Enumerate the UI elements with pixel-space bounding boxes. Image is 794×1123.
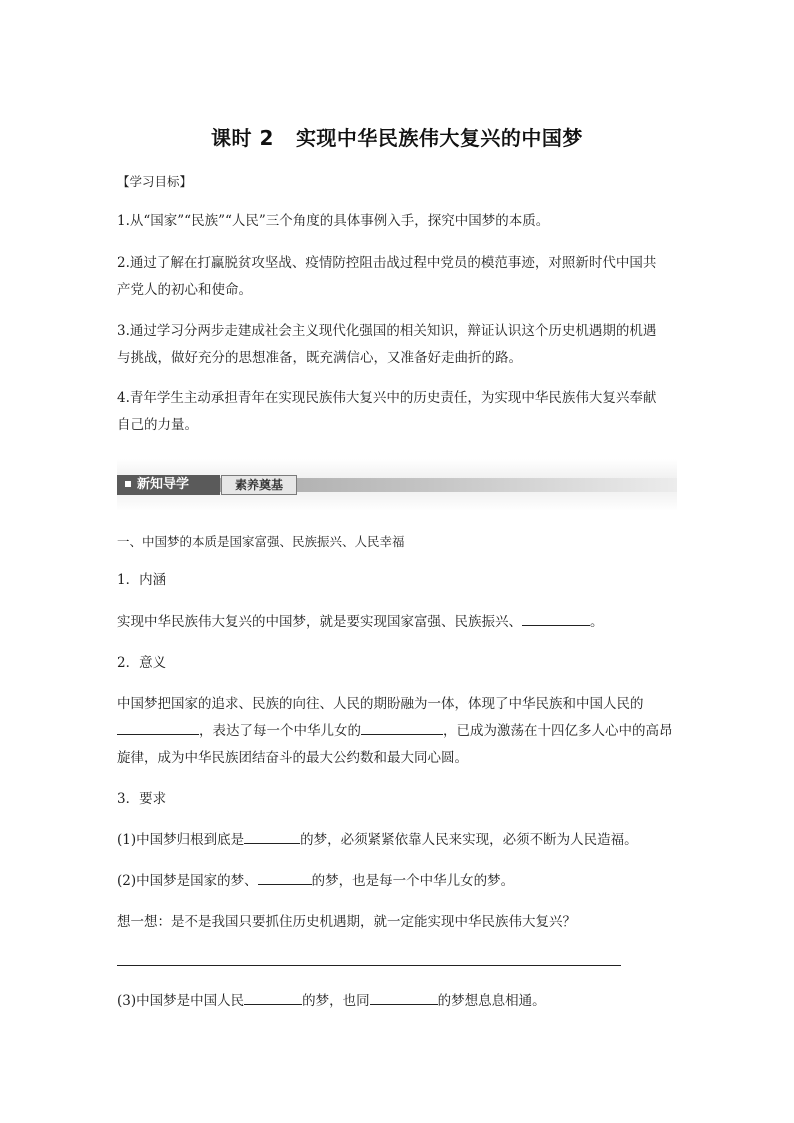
- banner-primary-label: [117, 475, 220, 495]
- fill-blank[interactable]: [370, 990, 438, 1005]
- think-question: 想一想：是不是我国只要抓住历史机遇期，就一定能实现中华民族伟大复兴？: [117, 914, 576, 930]
- banner-primary-text: 新知导学: [137, 477, 190, 492]
- lesson-name: 实现中华民族伟大复兴的中国梦: [295, 126, 583, 150]
- connotation-text-b: 。: [590, 614, 604, 630]
- significance-line2-a: ，表达了每一个中华儿女的: [199, 723, 361, 739]
- fill-blank[interactable]: [361, 720, 443, 735]
- requirement-2-a: (2)中国梦是国家的梦、: [117, 873, 258, 889]
- significance-line2-b: ，已成为激荡在十四亿多人心中的高昂: [443, 723, 673, 739]
- objective-3-line2: 与挑战，做好充分的思想准备，既充满信心，又准备好走曲折的路。: [117, 350, 522, 366]
- objective-2-line2: 产党人的初心和使命。: [117, 282, 252, 298]
- requirement-1-b: 的梦，必须紧紧依靠人民来实现，必须不断为人民造福。: [300, 832, 638, 848]
- fill-blank[interactable]: [117, 720, 199, 735]
- subheading-significance: 2．意义: [117, 655, 167, 671]
- significance-line1: 中国梦把国家的追求、民族的向往、人民的期盼融为一体，体现了中华民族和中国人民的: [117, 696, 644, 712]
- fill-blank[interactable]: [258, 870, 312, 885]
- lesson-title: [0, 122, 794, 151]
- objective-1: 1.从“国家”“民族”“人民”三个角度的具体事例入手，探究中国梦的本质。: [117, 213, 550, 229]
- subheading-requirements: 3．要求: [117, 791, 167, 807]
- fill-blank[interactable]: [244, 829, 300, 844]
- requirement-1-a: (1)中国梦归根到底是: [117, 832, 245, 848]
- banner-secondary-label: 素养奠基: [221, 475, 297, 495]
- connotation-text: [117, 609, 677, 636]
- significance-line3: 旋律，成为中华民族团结奋斗的最大公约数和最大同心圆。: [117, 750, 468, 766]
- subheading-connotation: 1．内涵: [117, 572, 167, 588]
- lesson-number: 课时 2: [211, 126, 274, 150]
- requirement-2: [117, 868, 677, 895]
- objective-3-line1: 3.通过学习分两步走建成社会主义现代化强国的相关知识，辩证认识这个历史机遇期的机遇: [117, 323, 657, 339]
- requirement-2-b: 的梦，也是每一个中华儿女的梦。: [311, 873, 515, 889]
- significance-line2: [117, 718, 677, 745]
- connotation-text-a: 实现中华民族伟大复兴的中国梦，就是要实现国家富强、民族振兴、: [117, 614, 522, 630]
- objectives-heading: 【学习目标】: [117, 174, 193, 189]
- answer-line[interactable]: [117, 965, 621, 966]
- fill-blank[interactable]: [244, 990, 302, 1005]
- requirement-3: [117, 988, 677, 1015]
- objective-2-line1: 2.通过了解在打赢脱贫攻坚战、疫情防控阻击战过程中党员的模范事迹，对照新时代中国共: [117, 255, 657, 271]
- requirement-1: [117, 827, 677, 854]
- section-banner: [117, 459, 677, 511]
- fill-blank[interactable]: [522, 611, 590, 626]
- square-bullet-icon: [125, 481, 131, 487]
- requirement-3-a: (3)中国梦是中国人民: [117, 993, 245, 1009]
- objective-4-line2: 自己的力量。: [117, 417, 198, 433]
- objective-4-line1: 4.青年学生主动承担青年在实现民族伟大复兴中的历史责任，为实现中华民族伟大复兴奉献: [117, 390, 657, 406]
- requirement-3-c: 的梦想息息相通。: [437, 993, 546, 1009]
- section-heading: 一、中国梦的本质是国家富强、民族振兴、人民幸福: [117, 534, 405, 549]
- requirement-3-b: 的梦，也同: [302, 993, 370, 1009]
